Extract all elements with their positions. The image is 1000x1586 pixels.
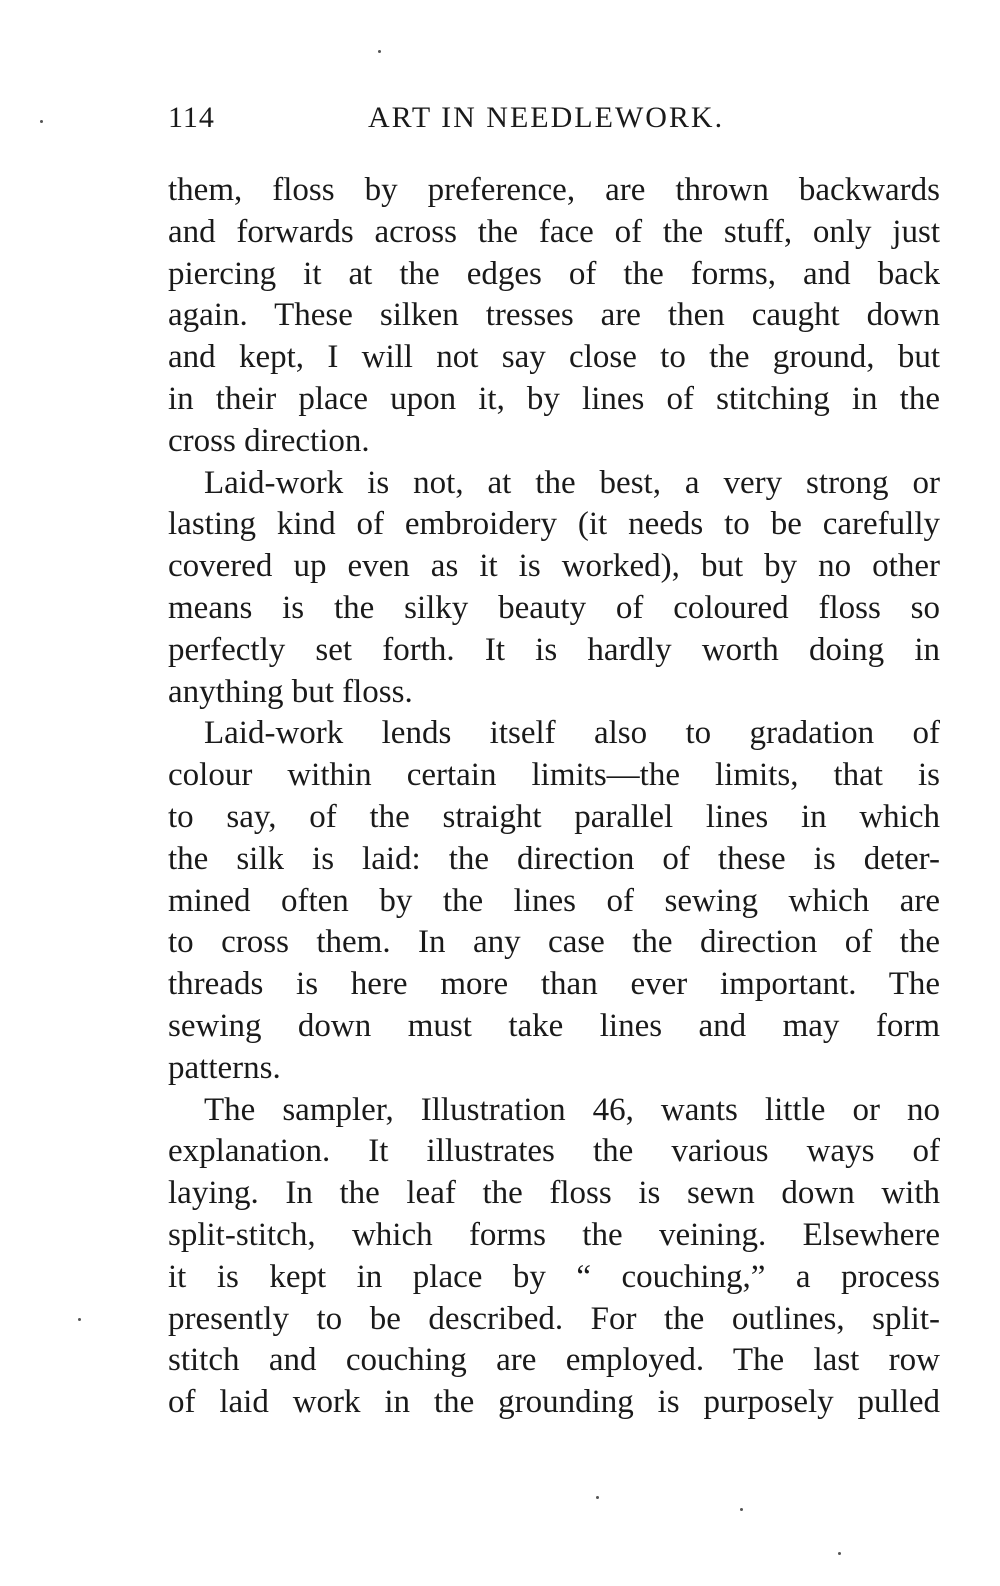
text-line: and forwards across the face of the stuff, only just bbox=[168, 213, 940, 250]
text-line: in their place upon it, by lines of stitching in the bbox=[168, 380, 940, 417]
text-line: Laid-work is not, at the best, a very strong or bbox=[204, 464, 940, 501]
text-line: means is the silky beauty of coloured floss so bbox=[168, 589, 940, 626]
text-line: cross direction. bbox=[168, 422, 370, 459]
text-line: stitch and couching are employed. The last row bbox=[168, 1342, 940, 1379]
text-line: anything but floss. bbox=[168, 673, 413, 710]
text-line: it is kept in place by “ couching,” a process bbox=[168, 1258, 940, 1295]
text-line: to say, of the straight parallel lines in which bbox=[168, 798, 940, 835]
text-line: piercing it at the edges of the forms, and back bbox=[168, 255, 940, 292]
text-line: lasting kind of embroidery (it needs to be carefully bbox=[168, 506, 940, 543]
paragraph bbox=[168, 713, 940, 1089]
scan-speck bbox=[40, 120, 43, 123]
text-line: the silk is laid: the direction of these is deter- bbox=[168, 840, 940, 877]
text-line: explanation. It illustrates the various ways of bbox=[168, 1133, 940, 1170]
text-line: again. These silken tresses are then caught down bbox=[168, 297, 940, 334]
paragraph bbox=[168, 170, 940, 463]
text-line: presently to be described. For the outlines, split- bbox=[168, 1300, 940, 1337]
page-number: 114 bbox=[168, 101, 215, 134]
paragraph bbox=[168, 463, 940, 714]
text-line: The sampler, Illustration 46, wants little or no bbox=[204, 1091, 940, 1128]
body-text bbox=[168, 170, 940, 1424]
text-line: them, floss by preference, are thrown backwards bbox=[168, 172, 940, 208]
scan-speck bbox=[596, 1496, 599, 1499]
text-line: and kept, I will not say close to the ground, but bbox=[168, 339, 940, 376]
text-line: split-stitch, which forms the veining. Elsewhere bbox=[168, 1216, 940, 1253]
text-line: sewing down must take lines and may form bbox=[168, 1007, 940, 1044]
text-line: covered up even as it is worked), but by no other bbox=[168, 548, 940, 585]
scan-speck bbox=[740, 1508, 743, 1511]
scan-speck bbox=[78, 1318, 81, 1321]
paragraph bbox=[168, 1090, 940, 1424]
text-line: of laid work in the grounding is purposely pulled bbox=[168, 1384, 940, 1421]
text-line: laying. In the leaf the floss is sewn down with bbox=[168, 1175, 940, 1212]
running-head bbox=[168, 98, 940, 138]
text-line: mined often by the lines of sewing which are bbox=[168, 882, 940, 919]
scan-speck bbox=[838, 1552, 841, 1555]
text-line: perfectly set forth. It is hardly worth doing in bbox=[168, 631, 940, 668]
text-line: colour within certain limits—the limits, that is bbox=[168, 757, 940, 794]
running-title: ART IN NEEDLEWORK. bbox=[368, 101, 725, 134]
text-line: threads is here more than ever important. The bbox=[168, 966, 940, 1003]
text-line: patterns. bbox=[168, 1049, 281, 1086]
text-line: Laid-work lends itself also to gradation of bbox=[204, 715, 940, 752]
scan-speck bbox=[378, 50, 381, 53]
text-line: to cross them. In any case the direction of the bbox=[168, 924, 940, 961]
